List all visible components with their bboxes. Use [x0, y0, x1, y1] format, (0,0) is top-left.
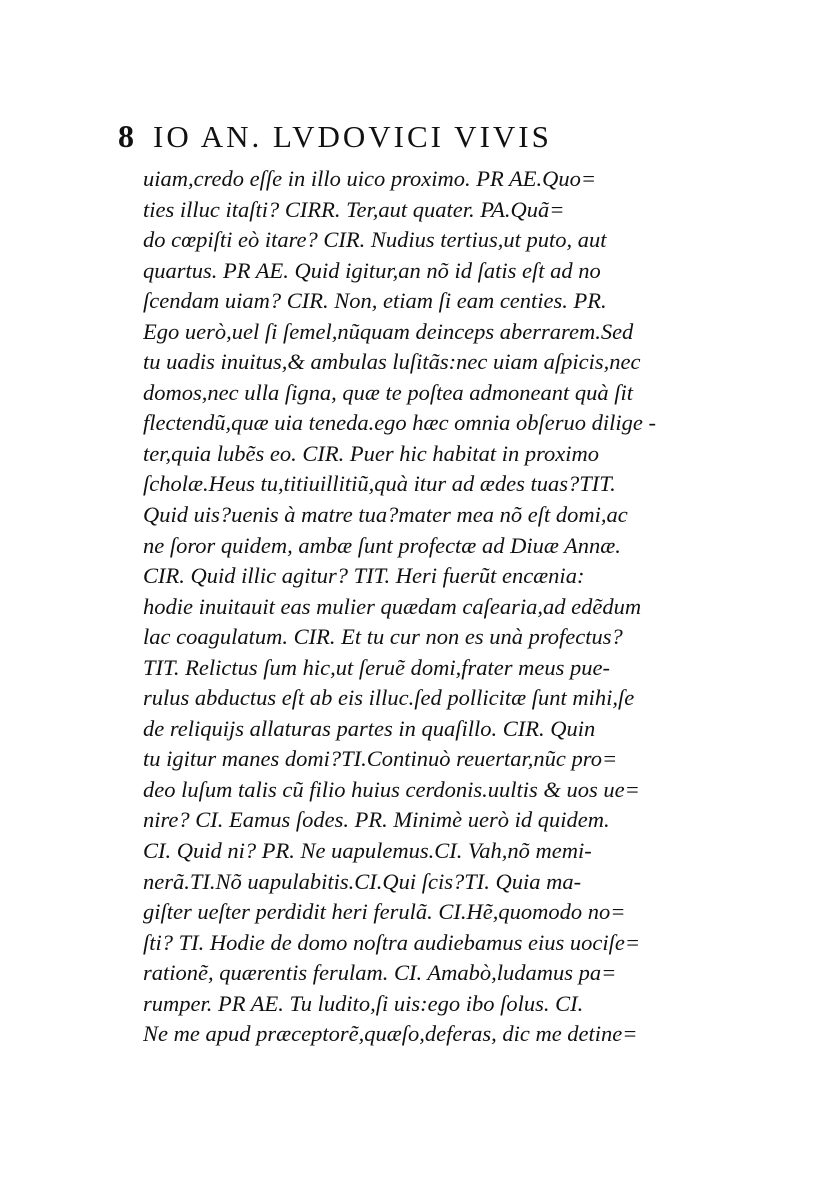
text-line: nerã.TI.Nõ uapulabitis.CI.Qui ſcis?TI. Quia ma- [143, 868, 582, 894]
text-line: flectendũ,quæ uia teneda.ego hæc omnia obſeruo dilige - [143, 410, 657, 436]
text-line: rationẽ, quærentis ferulam. CI. Amabò,ludamus pa= [143, 960, 617, 986]
text-line: CI. Quid ni? PR. Ne uapulemus.CI. Vah,nõ memi- [143, 838, 592, 864]
text-line: ſcholæ.Heus tu,titiuillitiũ,quà itur ad ædes tuas?TIT. [143, 471, 616, 497]
text-line: ne ſoror quidem, ambæ ſunt profectæ ad Diuæ Annæ. [143, 532, 621, 558]
text-line: ſcendam uiam? CIR. Non, etiam ſi eam centies. PR. [143, 288, 607, 314]
text-line: hodie inuitauit eas mulier quædam caſearia,ad edẽdum [143, 593, 642, 619]
text-line: domos,nec ulla ſigna, quæ te poſtea admoneant quà ſit [143, 379, 633, 405]
running-head-title: IO AN. LVDOVICI VIVIS [153, 119, 552, 154]
text-line: ter,quia lubẽs eo. CIR. Puer hic habitat in proximo [143, 440, 599, 466]
text-line: tu uadis inuitus,& ambulas luſitãs:nec uiam aſpicis,nec [143, 349, 641, 375]
text-line: Ne me apud præceptorẽ,quæſo,deferas, dic me detine= [143, 1021, 638, 1047]
text-line: deo luſum talis cũ filio huius cerdonis.uultis & uos ue= [143, 776, 640, 802]
text-line: de reliquijs allaturas partes in quaſillo. CIR. Quin [143, 715, 596, 741]
running-head [118, 118, 678, 164]
text-line: quartus. PR AE. Quid igitur,an nõ id ſatis eſt ad no [143, 257, 601, 283]
text-line: tu igitur manes domi?TI.Continuò reuertar,nũc pro= [143, 746, 618, 772]
text-line: do cœpiſti eò itare? CIR. Nudius tertius,ut puto, aut [143, 227, 607, 253]
text-line: TIT. Relictus ſum hic,ut ſeruẽ domi,frater meus pue- [143, 654, 611, 680]
text-line: Quid uis?uenis à matre tua?mater mea nõ eſt domi,ac [143, 502, 628, 528]
text-line: nire? CI. Eamus ſodes. PR. Minimè uerò id quidem. [143, 807, 610, 833]
text-line: rumper. PR AE. Tu ludito,ſi uis:ego ibo ſolus. CI. [143, 990, 584, 1016]
text-line: ſti? TI. Hodie de domo noſtra audiebamus eius uociſe= [143, 929, 641, 955]
text-line: uiam,credo eſſe in illo uico proximo. PR AE.Quo= [143, 166, 597, 191]
text-line: rulus abductus eſt ab eis illuc.ſed pollicitæ ſunt mihi,ſe [143, 685, 635, 711]
text-line: Ego uerò,uel ſi ſemel,nũquam deinceps aberrarem.Sed [143, 318, 634, 344]
text-line: giſter ueſter perdidit heri ferulã. CI.Hẽ,quomodo no= [143, 899, 626, 925]
text-line: lac coagulatum. CIR. Et tu cur non es unà profectus? [143, 624, 623, 650]
dialogue-text [143, 164, 673, 1050]
text-line: ties illuc itaſti? CIRR. Ter,aut quater. PA.Quã= [143, 196, 565, 222]
text-line: CIR. Quid illic agitur? TIT. Heri fuerũt encænia: [143, 563, 585, 589]
page-number: 8 [118, 118, 135, 154]
